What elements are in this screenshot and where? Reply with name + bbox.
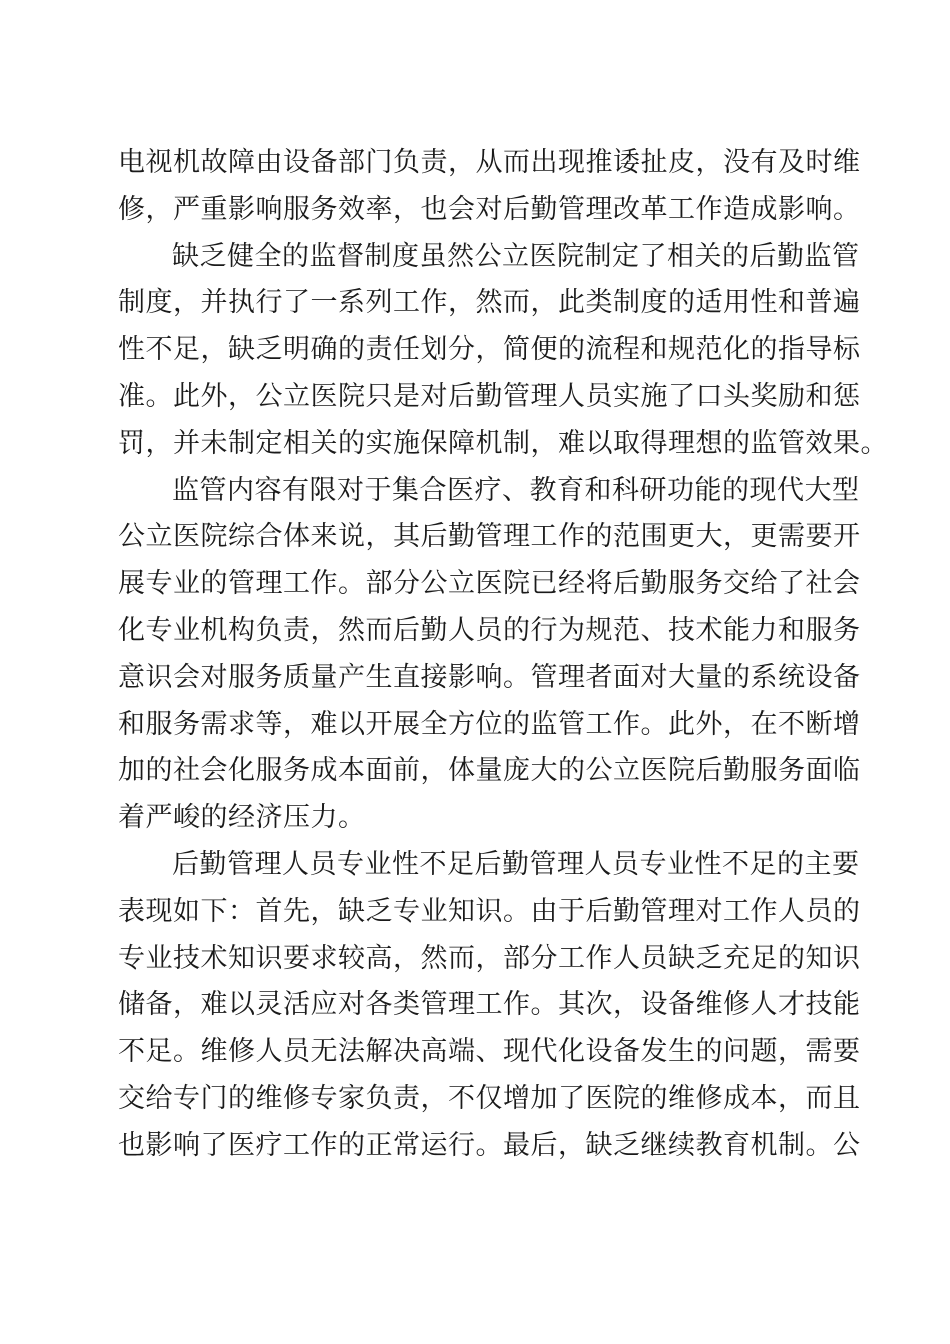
text-line: 准。此外，公立医院只是对后勤管理人员实施了口头奖励和惩 — [118, 380, 861, 412]
body-text — [118, 140, 888, 1170]
text-line: 制度，并执行了一系列工作，然而，此类制度的适用性和普遍 — [118, 287, 861, 319]
text-line: 电视机故障由设备部门负责，从而出现推诿扯皮，没有及时维 — [118, 147, 861, 178]
text-line: 性不足，缺乏明确的责任划分，简便的流程和规范化的指导标 — [118, 334, 861, 366]
paragraph-end-line: 着严峻的经济压力。 — [118, 802, 366, 834]
text-line: 专业技术知识要求较高，然而，部分工作人员缺乏充足的知识 — [118, 942, 861, 974]
text-line: 意识会对服务质量产生直接影响。管理者面对大量的系统设备 — [118, 661, 861, 693]
text-line: 也影响了医疗工作的正常运行。最后，缺乏继续教育机制。公 — [118, 1129, 861, 1161]
paragraph-start-line: 监管内容有限对于集合医疗、教育和科研功能的现代大型 — [172, 474, 860, 506]
text-line: 不足。维修人员无法解决高端、现代化设备发生的问题，需要 — [118, 1036, 861, 1068]
text-line: 交给专门的维修专家负责，不仅增加了医院的维修成本，而且 — [118, 1082, 861, 1114]
text-line: 化专业机构负责，然而后勤人员的行为规范、技术能力和服务 — [118, 614, 861, 646]
text-line: 表现如下：首先，缺乏专业知识。由于后勤管理对工作人员的 — [118, 895, 861, 927]
text-line: 展专业的管理工作。部分公立医院已经将后勤服务交给了社会 — [118, 568, 861, 600]
text-line: 和服务需求等，难以开展全方位的监管工作。此外，在不断增 — [118, 708, 861, 740]
text-line: 罚，并未制定相关的实施保障机制，难以取得理想的监管效果。 — [118, 427, 888, 459]
text-line: 储备，难以灵活应对各类管理工作。其次，设备维修人才技能 — [118, 989, 861, 1021]
text-line: 修，严重影响服务效率，也会对后勤管理改革工作造成影响。 — [118, 193, 861, 225]
text-line: 公立医院综合体来说，其后勤管理工作的范围更大，更需要开 — [118, 521, 861, 553]
paragraph-start-line: 缺乏健全的监督制度虽然公立医院制定了相关的后勤监管 — [172, 240, 860, 272]
text-line: 加的社会化服务成本面前，体量庞大的公立医院后勤服务面临 — [118, 755, 861, 787]
paragraph-start-line: 后勤管理人员专业性不足后勤管理人员专业性不足的主要 — [172, 848, 860, 880]
